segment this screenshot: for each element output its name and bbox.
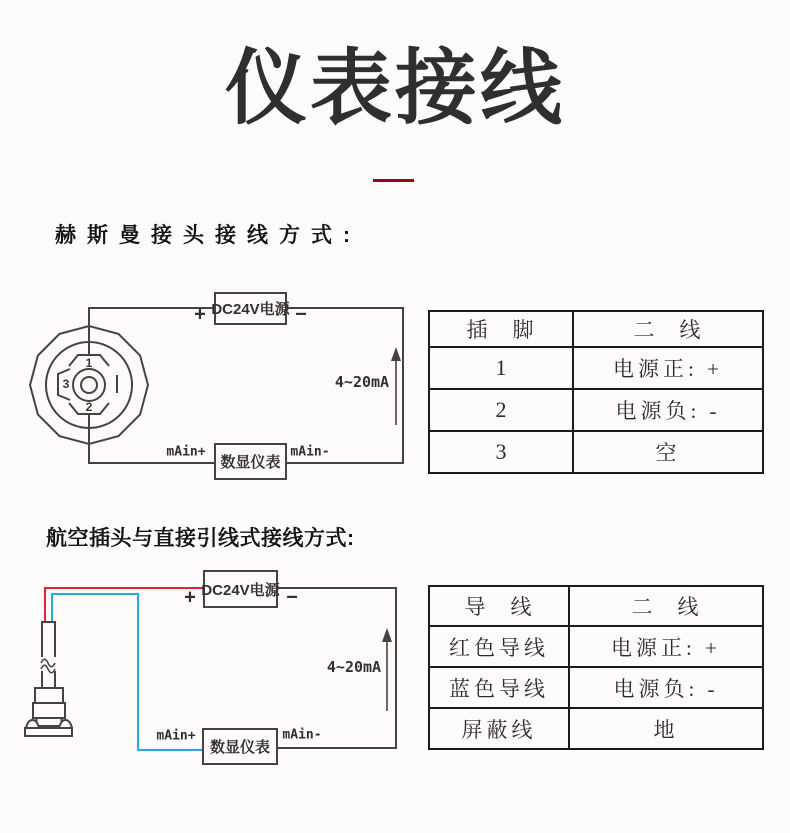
- minus-sign: −: [286, 586, 298, 609]
- table-cell: 空: [573, 431, 763, 473]
- table-row: [429, 347, 763, 389]
- table-header-cell: 二 线: [569, 586, 763, 626]
- power-supply-box: DC24V电源: [214, 292, 287, 325]
- pin-2-label: 2: [85, 400, 93, 414]
- table-cell: 电源负: -: [569, 667, 763, 708]
- pin-wiring-table: [428, 310, 764, 474]
- arrow-up-icon: [391, 347, 401, 425]
- table-cell: 电源负: -: [573, 389, 763, 431]
- direct-lead-wiring-diagram: [0, 560, 430, 795]
- current-range-label: 4~20mA: [334, 373, 390, 391]
- table-header-cell: 导 线: [429, 586, 569, 626]
- page-title: 仪表接线: [224, 43, 565, 134]
- plus-sign: +: [194, 303, 206, 326]
- current-range-label: 4~20mA: [326, 658, 382, 676]
- table-header-cell: 二 线: [573, 311, 763, 347]
- sensor-illustration: [25, 622, 72, 736]
- table-cell: 1: [429, 347, 573, 389]
- arrow-up-icon: [382, 628, 392, 711]
- plus-sign: +: [184, 586, 196, 609]
- table-cell: 蓝色导线: [429, 667, 569, 708]
- section1-heading: 赫斯曼接头接线方式:: [55, 224, 361, 247]
- lead-wiring-table: [428, 585, 764, 750]
- table-cell: 电源正: +: [569, 626, 763, 667]
- main-plus-label: mAin+: [166, 444, 206, 460]
- title-underline-decoration: [373, 179, 414, 182]
- table-row: [429, 626, 763, 667]
- table-row: [429, 708, 763, 749]
- table-header-cell: 插 脚: [429, 311, 573, 347]
- table-row: [429, 431, 763, 473]
- table-cell: 2: [429, 389, 573, 431]
- table-row: [429, 667, 763, 708]
- wire-blue: [52, 594, 202, 750]
- table-header-row: [429, 311, 763, 347]
- table-cell: 红色导线: [429, 626, 569, 667]
- table-row: [429, 389, 763, 431]
- table-cell: 地: [569, 708, 763, 749]
- meter-box: 数显仪表: [202, 728, 278, 765]
- table-cell: 电源正: +: [573, 347, 763, 389]
- table-cell: 3: [429, 431, 573, 473]
- table-cell: 屏蔽线: [429, 708, 569, 749]
- meter-box: 数显仪表: [214, 443, 287, 480]
- pin-1-label: 1: [85, 356, 93, 370]
- hirschmann-wiring-diagram: [0, 285, 430, 495]
- main-plus-label: mAin+: [156, 728, 196, 744]
- pin-3-label: 3: [62, 377, 70, 391]
- power-supply-box: DC24V电源: [203, 570, 278, 608]
- main-minus-label: mAin-: [282, 727, 322, 743]
- main-minus-label: mAin-: [290, 444, 330, 460]
- minus-sign: −: [295, 303, 307, 326]
- table-header-row: [429, 586, 763, 626]
- section2-heading: 航空插头与直接引线式接线方式:: [46, 527, 355, 550]
